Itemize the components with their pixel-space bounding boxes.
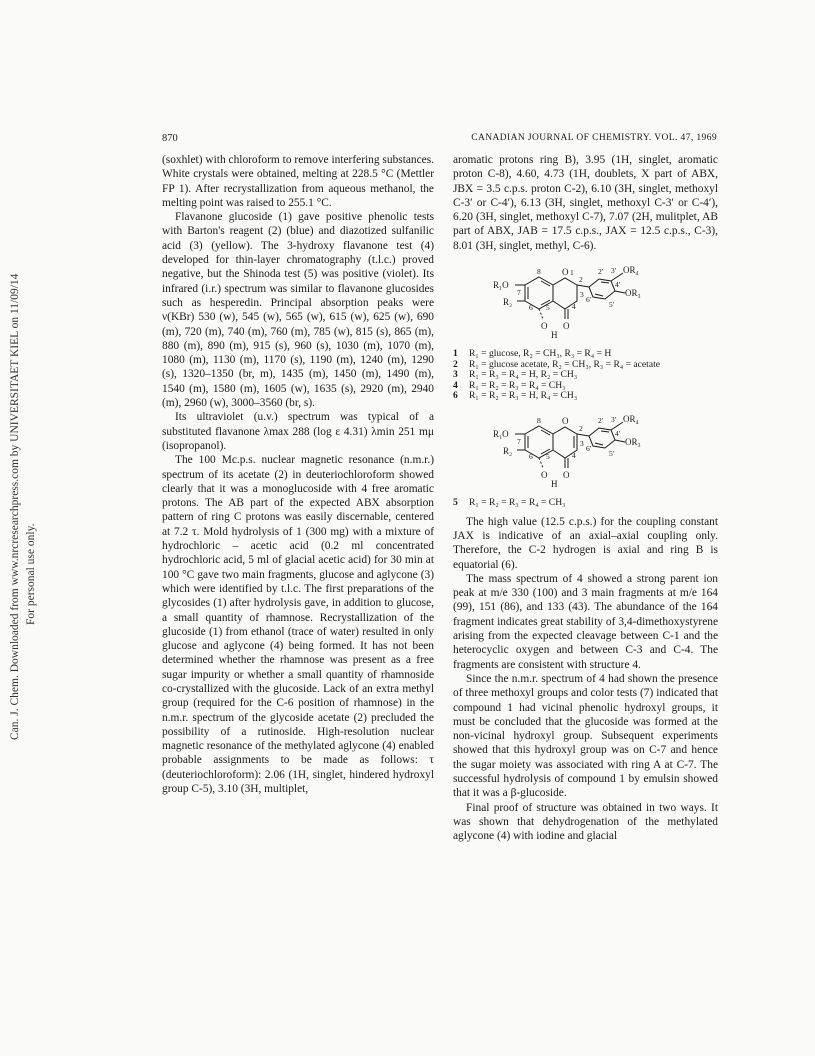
position-5-prime: 5′ [609,300,615,310]
running-header [162,133,717,149]
position-4-prime: 4′ [615,428,621,438]
position-6: 6 [529,303,533,313]
position-6: 6 [529,451,533,461]
right-column [453,153,718,844]
or3-label: OR₃ [625,288,641,299]
paragraph: Flavanone glucoside (1) gave positive phenolic tests with Barton's reagent (2) (blue) and diazotized sulfanilic acid (3) (yellow). The 3-hydroxy flavanone test (4) developed for thin-layer chromatography (t.l.c.) proved negative, but the Shinoda test (5) was positive (violet). Its infrared (i.r.) spectrum was similar to flavanone glucosides such as hesperedin. Principal absorption peaks were ν(KBr) 530 (w), 545 (w), 565 (w), 615 (w), 625 (w), 690 (m), 720 (m), 740 (m), 760 (m), 785 (w), 815 (s), 865 (m), 880 (m), 890 (m), 915 (s), 960 (s), 1030 (m), 1070 (m), 1080 (m), 1130 (m), 1170 (s), 1190 (m), 1240 (m), 1290 (s), 1320–1350 (br, m), 1435 (m), 1450 (m), 1490 (m), 1540 (m), 1580 (m), 1605 (w), 1635 (s), 2920 (m), 2940 (m), 2960 (w), 3000–3560 (br, s). [162,211,434,410]
hydrogen-label: H [551,330,558,341]
keto-oxygen-label: O [563,469,570,480]
list-item: 2 R₁ = glucose acetate, R₂ = CH₃, R₃ = R₄ = acetate [453,358,661,370]
page-number: 870 [162,133,178,144]
position-5: 5 [546,303,550,313]
compound-list [453,349,718,402]
list-item: 5 R₁ = R₂ = R₃ = R₄ = CH₃ [453,497,566,509]
hydrogen-label: H [551,478,558,489]
r1o-label: R₁O [493,428,509,439]
journal-title: CANADIAN JOURNAL OF CHEMISTRY. VOL. 47, 1969 [471,133,717,143]
position-6-prime: 6′ [586,295,592,305]
list-item: 4 R₁ = R₂ = R₃ = R₄ = CH₃ [453,379,566,391]
position-4: 4 [572,302,576,312]
flavone-structure-diagram [453,410,718,494]
position-3-prime: 3′ [611,266,617,276]
r2-label: R₂ [503,445,513,456]
position-3: 3 [580,438,584,448]
paragraph: (soxhlet) with chloroform to remove interfering substances. White crystals were obtained, melting at 228.5 °C (Mettler FP 1). After recrystallization from aqueous methanol, the melting point was raised to 255.1 °C. [162,154,434,209]
paragraph: The mass spectrum of 4 showed a strong parent ion peak at m/e 330 (100) and 3 main fragments at m/e 164 (99), 151 (86), and 133 (43). The abundance of the 164 fragment indicates great stability of 3,4-dimethoxystyrene arising from the expected cleavage between C-1 and the heterocyclic oxygen and between C-3 and C-4. The fragments are consistent with structure 4. [453,572,718,671]
keto-oxygen-label: O [563,321,570,332]
or4-label: OR₄ [623,413,639,424]
hydroxyl-oxygen-label: O [541,321,548,332]
position-2: 2 [579,423,583,433]
hydroxyl-oxygen-label: O [541,469,548,480]
position-8: 8 [537,415,541,425]
list-item: 3 R₁ = R₃ = R₄ = H, R₂ = CH₃ [453,369,578,381]
position-4-prime: 4′ [615,280,621,290]
position-7: 7 [517,436,521,446]
paragraph: aromatic protons ring B), 3.95 (1H, singlet, aromatic proton C-8), 4.60, 4.73 (1H, doublets, X part of ABX, JBX = 3.5 c.p.s. proton C-2), 6.10 (3H, singlet, methoxyl C-3′ or C-4′), 6.13 (3H, singlet, methoxyl C-3′ or C-4′), 6.20 (3H, singlet, methoxyl C-7), 7.07 (2H, mulitplet, AB part of ABX, JAB = 17.5 c.p.s., JAX = 12.5 c.p.s., C-3), 8.01 (3H, singlet, methyl, C-6). [453,154,718,252]
paragraph: Its ultraviolet (u.v.) spectrum was typical of a substituted flavanone λmax 288 (log ε 4.31) λmin 251 mμ (isopropanol). [162,411,434,452]
position-4: 4 [572,450,576,460]
position-2: 2 [579,275,583,285]
or3-label: OR₃ [625,436,641,447]
position-3: 3 [580,290,584,300]
position-2-prime: 2′ [598,415,604,425]
position-1: 1 [570,268,574,278]
download-watermark [4,230,44,750]
position-2-prime: 2′ [598,267,604,277]
position-8: 8 [537,267,541,277]
position-6-prime: 6′ [586,443,592,453]
position-5-prime: 5′ [609,448,615,458]
ring-oxygen-label: O [562,267,569,278]
paragraph: The 100 Mc.p.s. nuclear magnetic resonance (n.m.r.) spectrum of its acetate (2) in deuteriochloroform showed clearly that it was a monoglucoside with 4 free aromatic protons. The AB part of the expected ABX absorption pattern of ring C protons was easily discernable, centered at 7.2 τ. Mold hydrolysis of 1 (300 mg) with a mixture of hydrochloric – acetic acid (0.2 ml concentrated hydrochloric acid, 5 ml of glacial acetic acid) for 30 min at 100 °C gave two main fragments, glucose and aglycone (3) which were identified by t.l.c. The first preparations of the glycosides (1) after hydrolysis gave, in addition to glucose, a small quantity of rhamnose. Recrystallization of the glucoside (1) from ethanol (trace of water) resulted in only glucose and aglycone (4) being formed. It has not been determined whether the rhamnose was present as a free sugar impurity or whether a small quantity of rhamnoside co-crystallized with the glucoside. Lack of an extra methyl group (required for the C-6 position of rhamnose) in the n.m.r. spectrum of the glycoside acetate (2) precluded the possibility of a rutinoside. High-resolution nuclear magnetic resonance of the methylated aglycone (4) enabled probable assignments to be made as follows: τ (deuteriochloroform): 2.06 (1H, singlet, hindered hydroxyl group C-5), 3.10 (3H, multiplet, [162,454,434,796]
watermark-line-1: Can. J. Chem. Downloaded from www.nrcresearchpress.com by UNIVERSITAET KIEL on 11/09/14 [9,273,21,740]
r1o-label: R₁O [493,280,509,291]
paragraph: Since the n.m.r. spectrum of 4 had shown the presence of three methoxyl groups and color tests (7) indicated that compound 1 had vicinal phenolic hydroxyl groups, it must be concluded that the glucoside was formed at the non-vicinal hydroxyl group. Subsequent experiments showed that this hydroxyl group was on C-7 and hence the sugar moiety was associated with ring A at C-7. The successful hydrolysis of compound 1 by emulsin showed that it was a β-glucoside. [453,672,718,800]
position-3-prime: 3′ [611,414,617,424]
paragraph: Final proof of structure was obtained in two ways. It was shown that dehydrogenation of the methylated aglycone (4) with iodine and glacial [453,801,718,843]
compound-5-caption [453,498,718,509]
flavanone-structure-diagram [453,261,718,345]
ring-oxygen-label: O [562,415,569,426]
position-7: 7 [517,288,521,298]
list-item: 6 R₁ = R₂ = R₃ = H, R₄ = CH₃ [453,390,578,402]
watermark-line-2: For personal use only. [25,523,37,625]
or4-label: OR₄ [623,265,639,276]
paragraph: The high value (12.5 c.p.s.) for the coupling constant JAX is indicative of an axial–axial coupling only. Therefore, the C-2 hydrogen is axial and ring B is equatorial (6). [453,515,718,571]
left-column [162,153,434,796]
r2-label: R₂ [503,297,513,308]
position-5: 5 [546,451,550,461]
list-item: 1 R₁ = glucose, R₂ = CH₃, R₃ = R₄ = H [453,348,612,360]
